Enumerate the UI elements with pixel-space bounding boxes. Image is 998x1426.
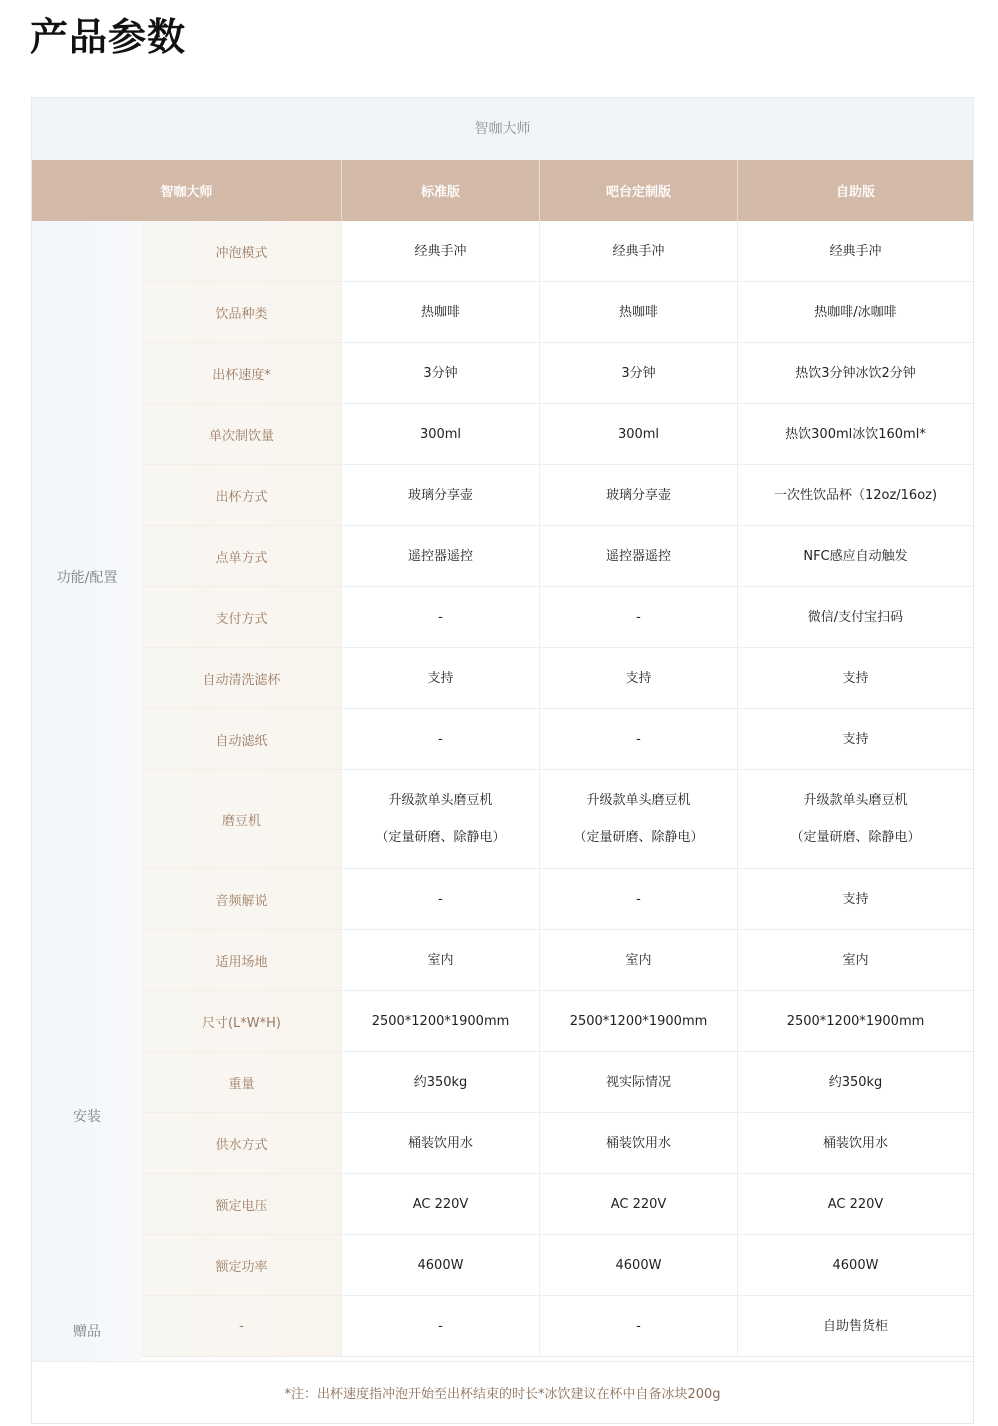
table-cell: AC 220V <box>737 1174 973 1235</box>
row-label: 支付方式 <box>142 587 341 648</box>
table-cell: AC 220V <box>341 1174 539 1235</box>
table-cell: 支持 <box>737 709 973 770</box>
table-cell: - <box>539 869 737 930</box>
table-cell: 300ml <box>539 404 737 465</box>
table-cell: - <box>341 587 539 648</box>
table-caption: 智咖大师 <box>32 98 973 160</box>
table-row <box>142 648 973 709</box>
table-cell: - <box>539 709 737 770</box>
row-label: 音频解说 <box>142 869 341 930</box>
table-cell: - <box>341 869 539 930</box>
table-cell: 微信/支付宝扫码 <box>737 587 973 648</box>
table-cell <box>341 770 539 869</box>
table-cell: 2500*1200*1900mm <box>539 991 737 1052</box>
table-row <box>142 991 973 1052</box>
row-label: 适用场地 <box>142 930 341 991</box>
table-cell: 热咖啡 <box>341 282 539 343</box>
table-row <box>142 587 973 648</box>
table-cell: - <box>539 587 737 648</box>
table-row <box>142 526 973 587</box>
table-cell: 热饮3分钟冰饮2分钟 <box>737 343 973 404</box>
table-cell: NFC感应自动触发 <box>737 526 973 587</box>
table-body <box>32 221 973 1361</box>
cell-line: 升级款单头磨豆机 <box>388 793 493 808</box>
row-label: - <box>142 1296 341 1357</box>
group-installation: 安装 <box>32 932 142 1300</box>
table-row <box>142 770 973 869</box>
row-label: 额定功率 <box>142 1235 341 1296</box>
table-cell: 约350kg <box>737 1052 973 1113</box>
table-row <box>142 343 973 404</box>
row-label: 冲泡模式 <box>142 221 341 282</box>
table-cell: 支持 <box>737 869 973 930</box>
cell-line: （定量研磨、除静电） <box>375 830 506 845</box>
table-cell: 玻璃分享壶 <box>341 465 539 526</box>
row-label: 出杯方式 <box>142 465 341 526</box>
spec-rows <box>142 221 973 1361</box>
table-cell: 经典手冲 <box>737 221 973 282</box>
table-row <box>142 404 973 465</box>
row-label: 供水方式 <box>142 1113 341 1174</box>
table-cell: 2500*1200*1900mm <box>341 991 539 1052</box>
row-label: 额定电压 <box>142 1174 341 1235</box>
table-row <box>142 282 973 343</box>
table-cell: 约350kg <box>341 1052 539 1113</box>
table-cell: 经典手冲 <box>341 221 539 282</box>
table-cell: 热咖啡/冰咖啡 <box>737 282 973 343</box>
table-cell: 自助售货柜 <box>737 1296 973 1357</box>
footnote: *注：出杯速度指冲泡开始至出杯结束的时长*冰饮建议在杯中自备冰块200g <box>32 1361 973 1423</box>
group-gift: 赠品 <box>32 1300 142 1361</box>
cell-line: （定量研磨、除静电） <box>790 830 921 845</box>
row-label: 出杯速度* <box>142 343 341 404</box>
cell-line: 升级款单头磨豆机 <box>586 793 691 808</box>
table-cell: 桶装饮用水 <box>539 1113 737 1174</box>
table-cell: 玻璃分享壶 <box>539 465 737 526</box>
table-row <box>142 1235 973 1296</box>
header-self-service: 自助版 <box>737 160 973 221</box>
table-row <box>142 1174 973 1235</box>
row-label: 自动滤纸 <box>142 709 341 770</box>
table-row <box>142 930 973 991</box>
table-cell: 室内 <box>539 930 737 991</box>
table-cell: - <box>539 1296 737 1357</box>
table-cell: 室内 <box>341 930 539 991</box>
table-cell: 4600W <box>539 1235 737 1296</box>
header-bar-custom: 吧台定制版 <box>539 160 737 221</box>
table-row <box>142 1296 973 1357</box>
row-label: 点单方式 <box>142 526 341 587</box>
table-cell: 遥控器遥控 <box>539 526 737 587</box>
cell-line: 升级款单头磨豆机 <box>803 793 908 808</box>
table-cell: 4600W <box>341 1235 539 1296</box>
table-cell: 3分钟 <box>341 343 539 404</box>
table-cell: 遥控器遥控 <box>341 526 539 587</box>
table-row <box>142 221 973 282</box>
row-label: 尺寸(L*W*H) <box>142 991 341 1052</box>
table-row <box>142 709 973 770</box>
row-label: 磨豆机 <box>142 770 341 869</box>
row-label: 单次制饮量 <box>142 404 341 465</box>
table-row <box>142 1052 973 1113</box>
table-header-row <box>32 160 973 221</box>
table-cell: 2500*1200*1900mm <box>737 991 973 1052</box>
table-cell: 视实际情况 <box>539 1052 737 1113</box>
table-cell <box>539 770 737 869</box>
table-cell: 4600W <box>737 1235 973 1296</box>
table-cell: 热咖啡 <box>539 282 737 343</box>
header-product: 智咖大师 <box>160 185 213 200</box>
table-row <box>142 1113 973 1174</box>
table-cell: 桶装饮用水 <box>341 1113 539 1174</box>
table-cell <box>737 770 973 869</box>
table-row <box>142 465 973 526</box>
table-cell: - <box>341 709 539 770</box>
row-label: 自动清洗滤杯 <box>142 648 341 709</box>
cell-line: （定量研磨、除静电） <box>573 830 704 845</box>
group-column <box>32 221 142 1361</box>
table-cell: 一次性饮品杯（12oz/16oz) <box>737 465 973 526</box>
table-cell: 热饮300ml冰饮160ml* <box>737 404 973 465</box>
table-cell: 桶装饮用水 <box>737 1113 973 1174</box>
row-label: 重量 <box>142 1052 341 1113</box>
table-cell: - <box>341 1296 539 1357</box>
table-cell: AC 220V <box>539 1174 737 1235</box>
header-standard: 标准版 <box>341 160 539 221</box>
table-cell: 支持 <box>341 648 539 709</box>
table-cell: 室内 <box>737 930 973 991</box>
group-function-config: 功能/配置 <box>32 221 142 932</box>
table-cell: 经典手冲 <box>539 221 737 282</box>
table-cell: 300ml <box>341 404 539 465</box>
table-row <box>142 869 973 930</box>
table-cell: 支持 <box>539 648 737 709</box>
page-title: 产品参数 <box>30 15 187 59</box>
row-label: 饮品种类 <box>142 282 341 343</box>
spec-table <box>31 97 974 1424</box>
table-cell: 支持 <box>737 648 973 709</box>
table-cell: 3分钟 <box>539 343 737 404</box>
